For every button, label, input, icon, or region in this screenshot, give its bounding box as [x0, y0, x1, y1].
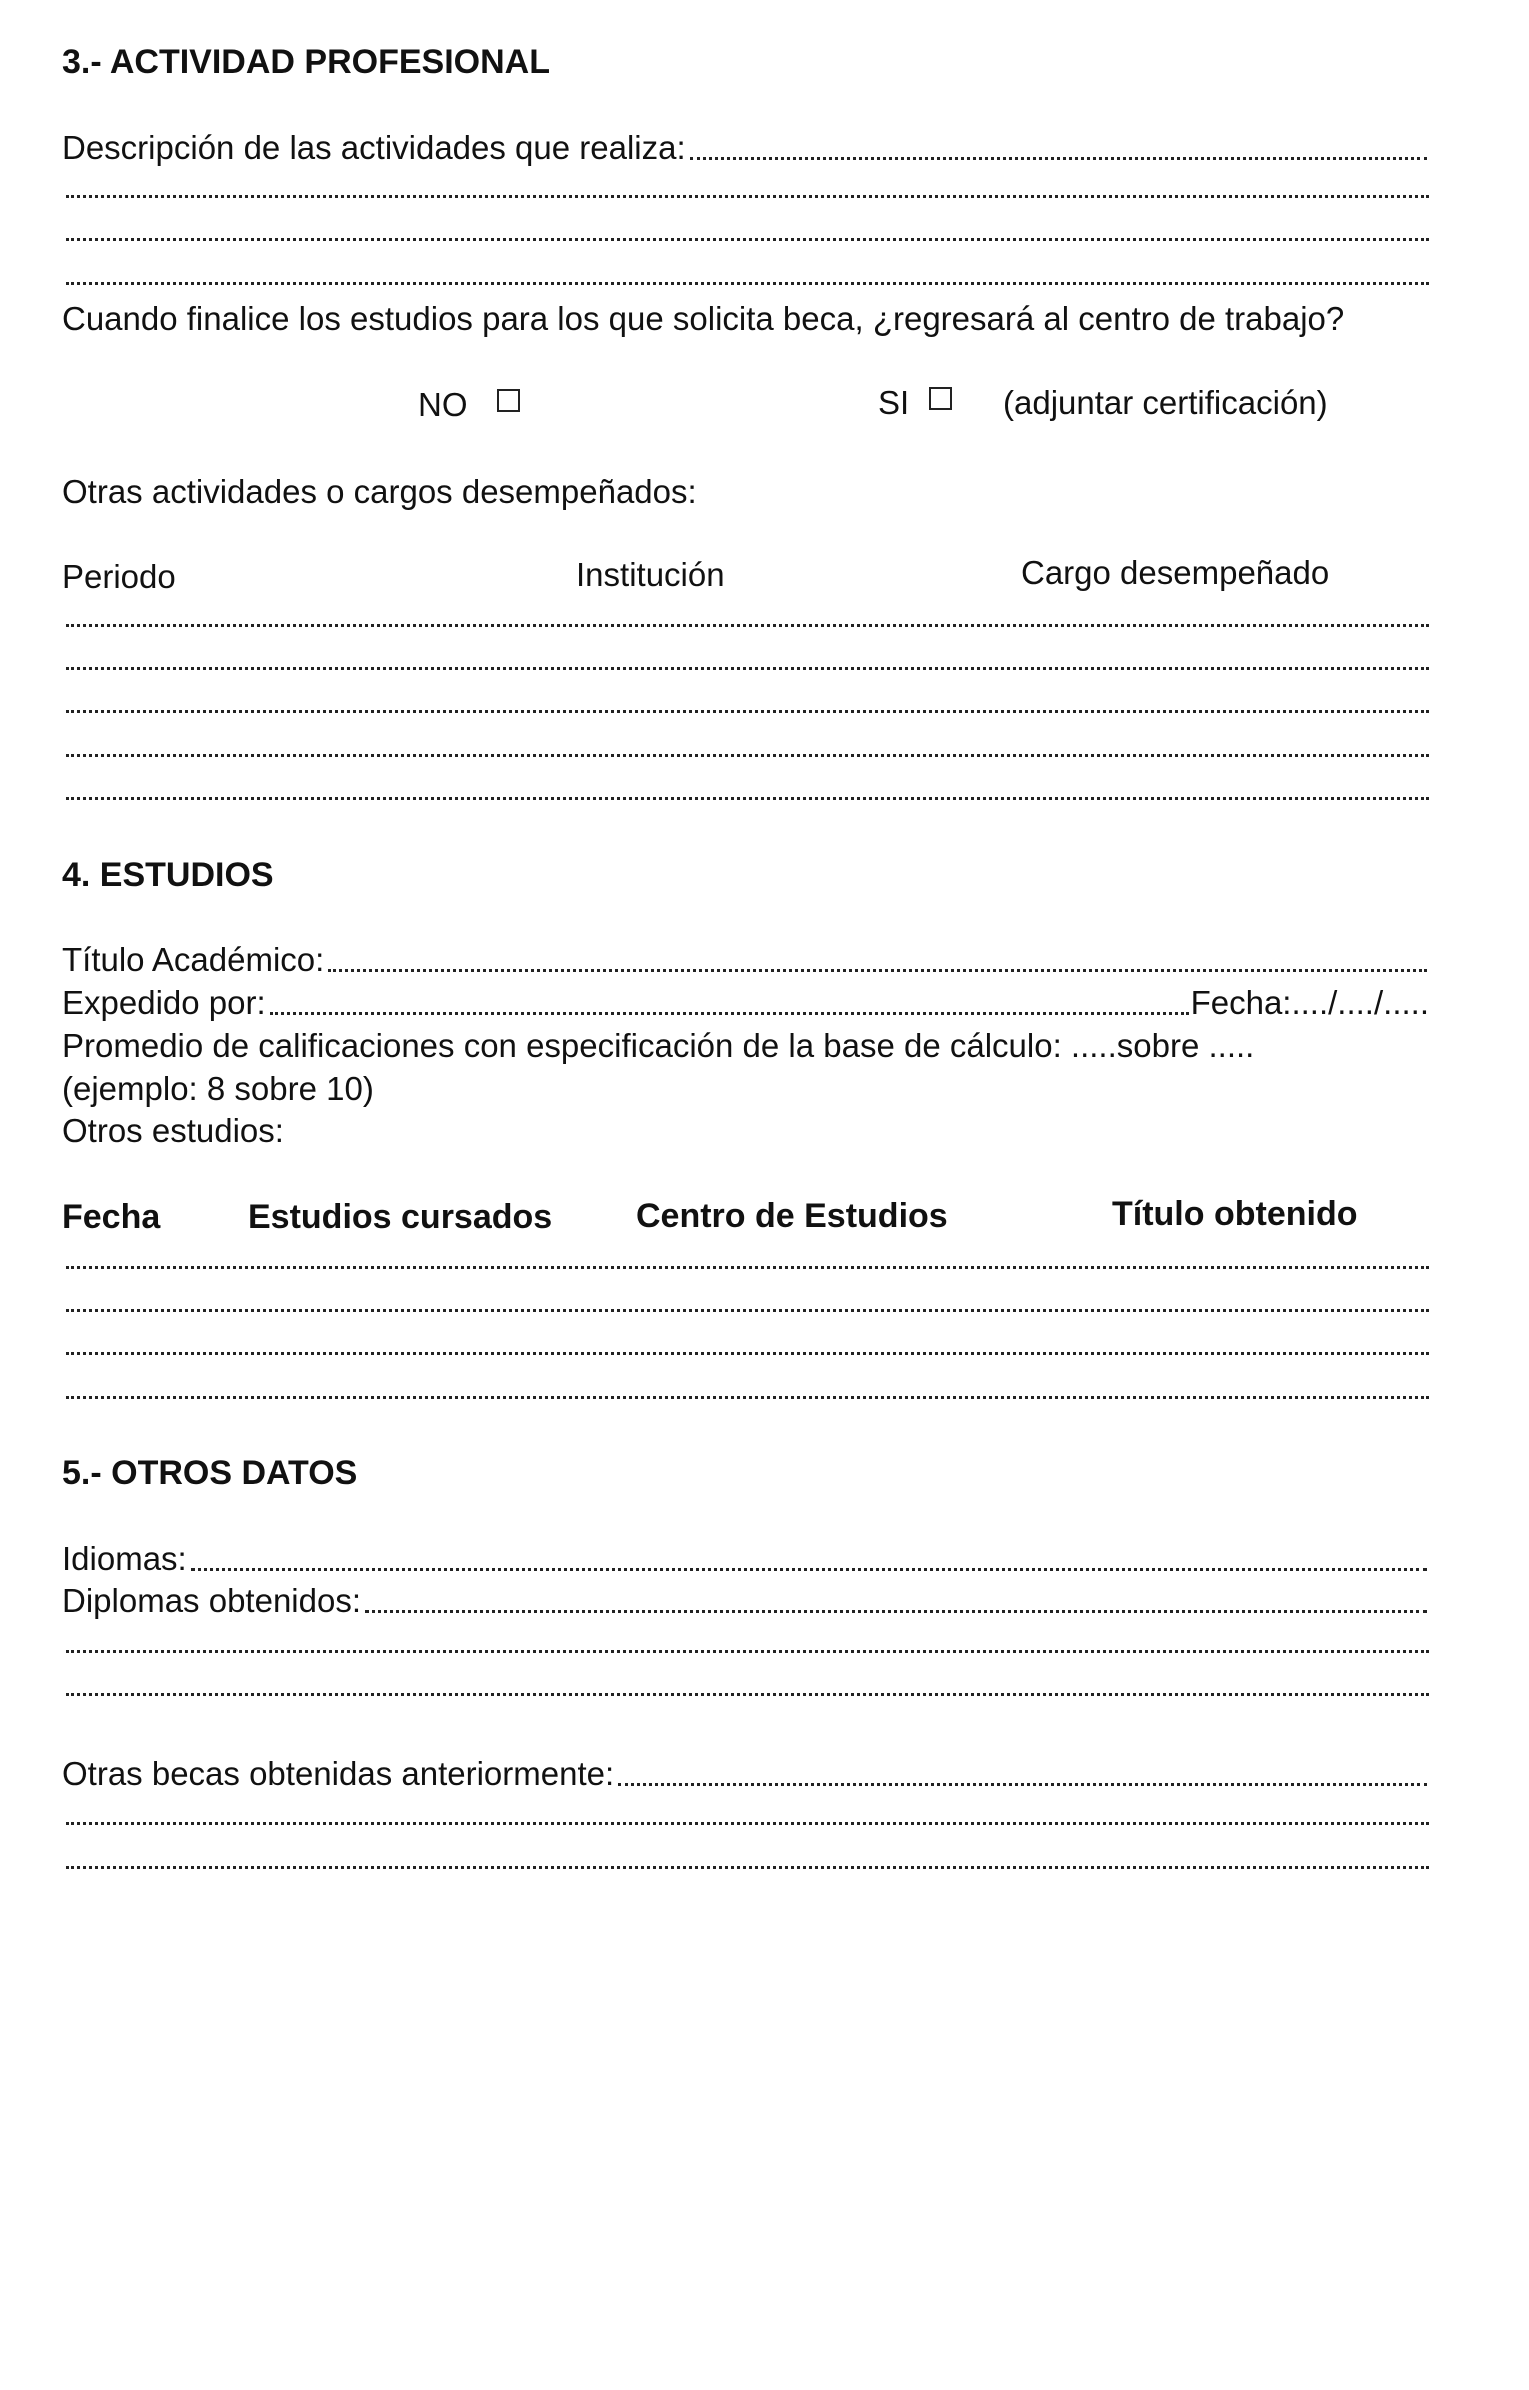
no-checkbox[interactable] [497, 389, 520, 412]
average-example: (ejemplo: 8 sobre 10) [62, 1070, 374, 1107]
column-institucion: Institución [576, 556, 725, 593]
fill-line[interactable] [66, 1352, 1429, 1355]
issued-by-label: Expedido por: [62, 984, 266, 1021]
column-fecha: Fecha [62, 1198, 161, 1236]
fill-line[interactable] [66, 195, 1429, 198]
fill-line[interactable] [66, 1650, 1429, 1653]
fill-line[interactable] [66, 710, 1429, 713]
column-estudios: Estudios cursados [248, 1198, 553, 1236]
fill-line[interactable] [66, 282, 1429, 285]
fill-line[interactable] [66, 1309, 1429, 1312]
section-4-heading: 4. ESTUDIOS [62, 856, 274, 894]
fill-line[interactable] [66, 1693, 1429, 1696]
academic-title-field[interactable] [62, 940, 1429, 980]
fill-line[interactable] [66, 667, 1429, 670]
other-studies-label: Otros estudios: [62, 1112, 284, 1149]
diplomas-label: Diplomas obtenidos: [62, 1582, 361, 1619]
average-label: Promedio de calificaciones con especificación de la base de cálculo: .....sobre ..... [62, 1027, 1255, 1064]
fill-line[interactable] [66, 797, 1429, 800]
section-3-heading: 3.- ACTIVIDAD PROFESIONAL [62, 43, 550, 81]
diplomas-field[interactable] [62, 1581, 1429, 1621]
fill-line[interactable] [66, 624, 1429, 627]
section-5-heading: 5.- OTROS DATOS [62, 1454, 358, 1492]
fill-line [365, 1610, 1427, 1613]
fill-line [690, 157, 1427, 160]
return-question: Cuando finalice los estudios para los que solicita beca, ¿regresará al centro de trabajo? [62, 300, 1345, 337]
fill-line[interactable] [66, 1866, 1429, 1869]
fill-line[interactable] [66, 238, 1429, 241]
languages-label: Idiomas: [62, 1540, 187, 1577]
fill-line [270, 1012, 1189, 1015]
scholarships-label: Otras becas obtenidas anteriormente: [62, 1755, 615, 1792]
si-checkbox[interactable] [929, 387, 952, 410]
issued-by-field[interactable] [62, 983, 1429, 1023]
si-label: SI [878, 384, 910, 421]
description-label: Descripción de las actividades que realiza: [62, 129, 686, 166]
attach-note: (adjuntar certificación) [1003, 384, 1328, 421]
fill-line [328, 969, 1427, 972]
column-periodo: Periodo [62, 558, 176, 595]
no-label: NO [418, 386, 468, 423]
scholarships-field[interactable] [62, 1754, 1429, 1794]
languages-field[interactable] [62, 1539, 1429, 1579]
fill-line [618, 1783, 1427, 1786]
fill-line[interactable] [66, 1266, 1429, 1269]
column-titulo: Título obtenido [1112, 1195, 1358, 1233]
description-field[interactable] [62, 128, 1429, 168]
fill-line [191, 1568, 1427, 1571]
fill-line[interactable] [66, 754, 1429, 757]
column-cargo: Cargo desempeñado [1021, 554, 1330, 591]
column-centro: Centro de Estudios [636, 1197, 948, 1235]
academic-title-label: Título Académico: [62, 941, 325, 978]
other-activities-label: Otras actividades o cargos desempeñados: [62, 473, 697, 510]
fill-line[interactable] [66, 1396, 1429, 1399]
date-label: Fecha:..../..../..... [1190, 984, 1429, 1021]
fill-line[interactable] [66, 1822, 1429, 1825]
